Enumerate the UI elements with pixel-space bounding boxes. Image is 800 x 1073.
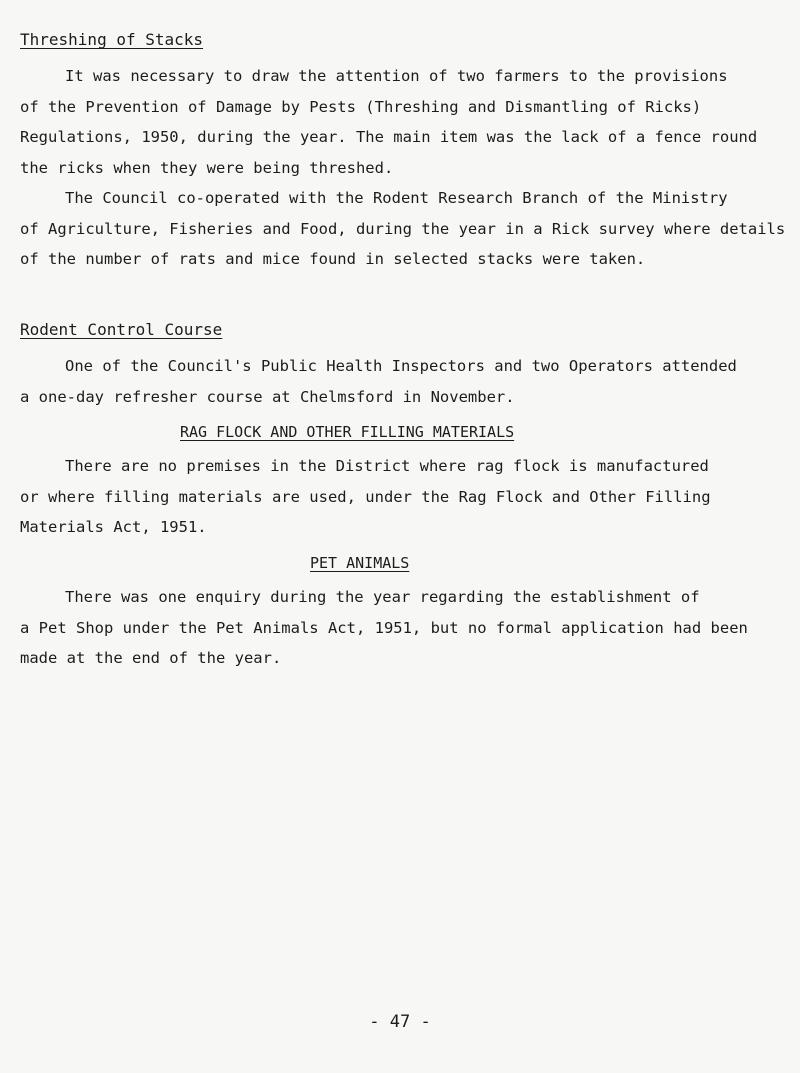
text-line: of Agriculture, Fisheries and Food, during the year in a Rick survey where details	[20, 219, 786, 238]
heading-rag-flock: RAG FLOCK AND OTHER FILLING MATERIALS	[180, 423, 515, 441]
text-line: Regulations, 1950, during the year. The main item was the lack of a fence round	[20, 128, 758, 146]
paragraph-rodent-course	[20, 351, 780, 412]
text-line: There was one enquiry during the year regarding the establishment of	[65, 588, 700, 606]
paragraph-threshing	[20, 61, 786, 275]
paragraph-rag-flock	[20, 451, 780, 543]
text-line: made at the end of the year.	[20, 649, 282, 667]
text-line: The Council co-operated with the Rodent Research Branch of the Ministry	[65, 189, 728, 207]
text-line: the ricks when they were being threshed.	[20, 158, 394, 177]
text-line: One of the Council's Public Health Inspectors and two Operators attended	[65, 357, 737, 375]
text-line: It was necessary to draw the attention of two farmers to the provisions	[65, 67, 728, 85]
heading-threshing-of-stacks: Threshing of Stacks	[20, 30, 204, 49]
heading-rodent-control-course: Rodent Control Course	[20, 320, 223, 339]
text-line: of the Prevention of Damage by Pests (Threshing and Dismantling of Ricks)	[20, 97, 702, 116]
text-line: Materials Act, 1951.	[20, 518, 207, 536]
text-line: a Pet Shop under the Pet Animals Act, 1951, but no formal application had been	[20, 618, 748, 637]
heading-pet-animals: PET ANIMALS	[310, 554, 410, 572]
page-number: - 47 -	[369, 1012, 431, 1032]
text-line: a one-day refresher course at Chelmsford in November.	[20, 387, 515, 406]
paragraph-pet-animals	[20, 582, 780, 674]
text-line: of the number of rats and mice found in selected stacks were taken.	[20, 250, 646, 268]
text-line: There are no premises in the District where rag flock is manufactured	[65, 457, 709, 475]
text-line: or where filling materials are used, under the Rag Flock and Other Filling	[20, 487, 711, 506]
